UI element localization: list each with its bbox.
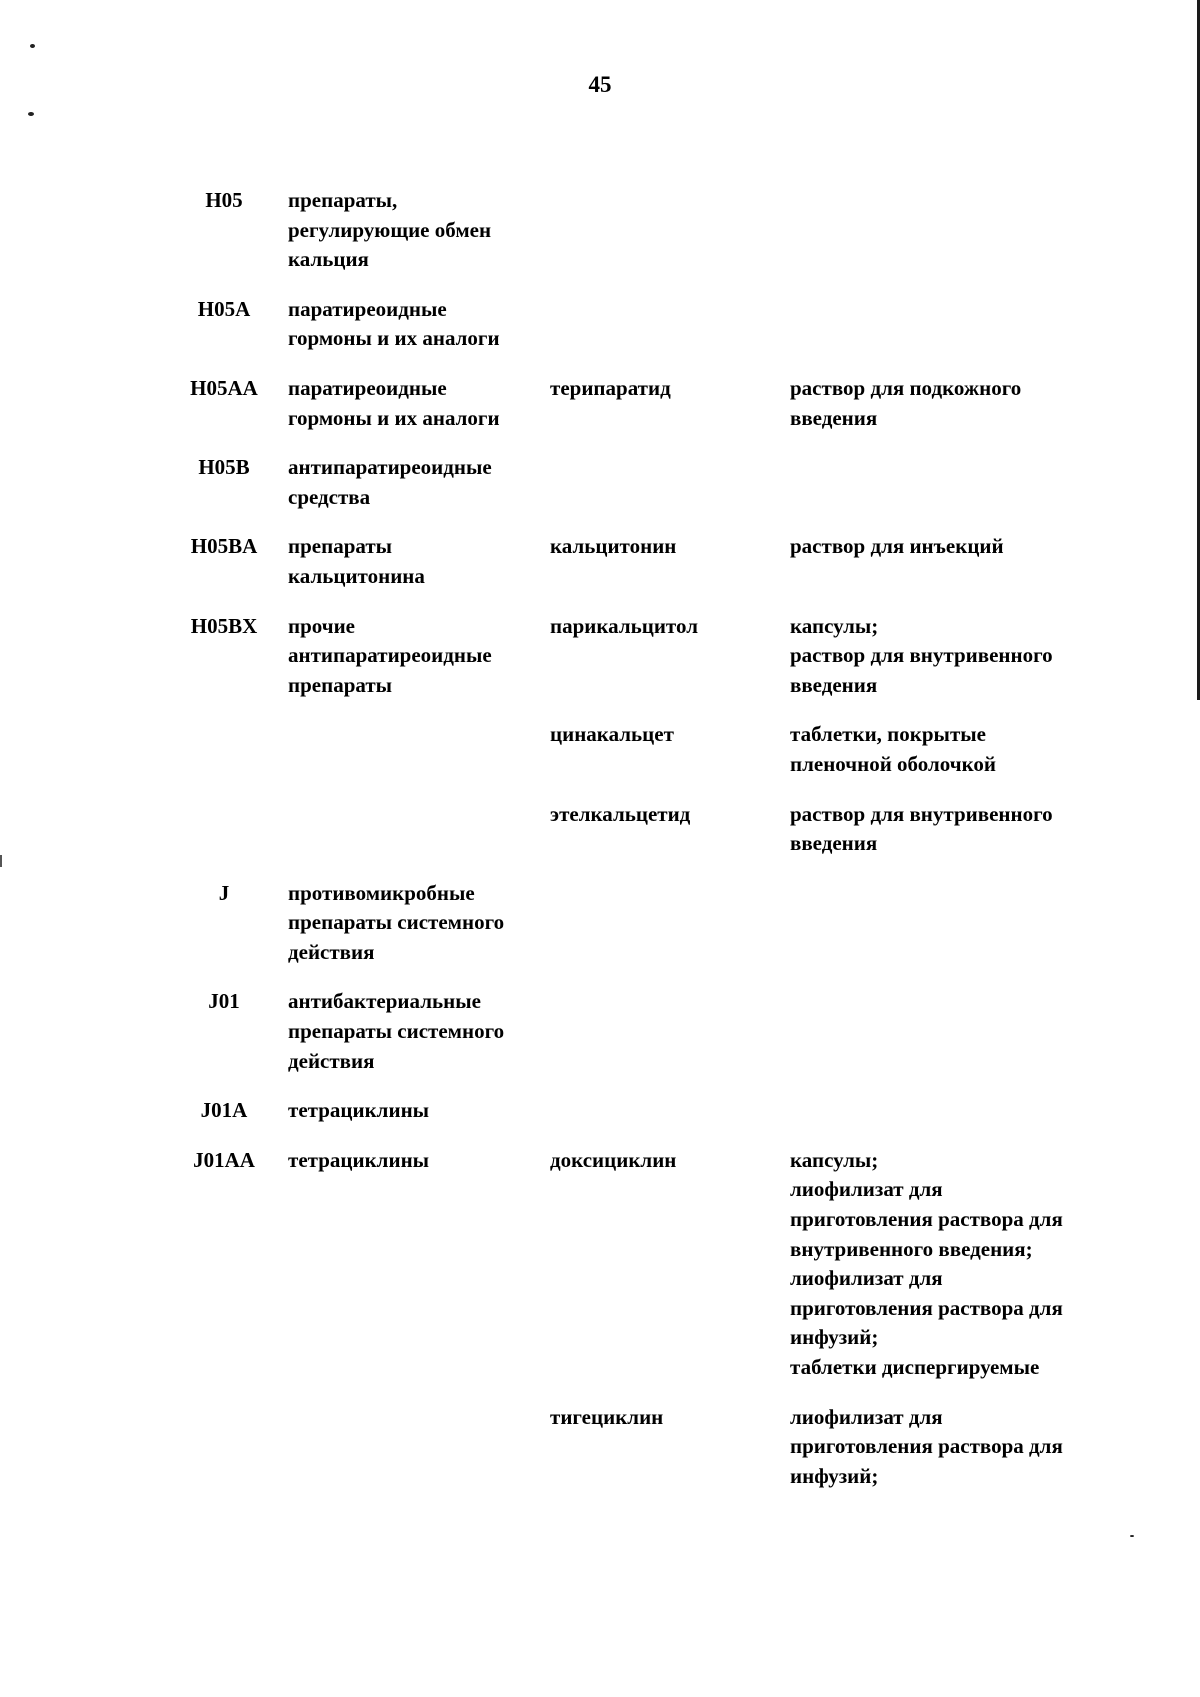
atc-code: H05 [205,188,243,212]
group-name: паратиреоидные гормоны и их аналоги [288,375,500,430]
group-name: тетрациклины [288,1098,430,1123]
active-substance: тигециклин [550,1404,664,1429]
group-name: антипаратиреоидные средства [288,455,492,509]
atc-code: J [218,880,230,905]
active-substance: терипаратид [550,375,671,400]
atc-code: J01A [200,1098,248,1123]
atc-code: H05BA [190,534,258,559]
atc-code: J01AA [193,1147,255,1172]
group-name: прочие антипаратиреоидные препараты [288,613,492,697]
table-row [160,1096,1120,1126]
drug-classification-table [160,186,1120,1511]
group-name: противомикробные препараты системного действия [288,880,505,964]
atc-code: H05A [197,296,251,321]
table-row [160,1403,1120,1492]
group-name: антибактериальные препараты системного действия [288,989,505,1073]
atc-code: H05B [198,455,250,480]
group-name: препараты, регулирующие обмен кальция [288,188,492,272]
table-row [160,800,1120,859]
dosage-form: капсулы; раствор для внутривенного введения [790,613,1053,697]
group-name: паратиреоидные гормоны и их аналоги [288,296,500,351]
atc-code: H05AA [190,375,258,400]
table-row [160,1146,1120,1383]
dosage-form: лиофилизат для приготовления раствора для инфузий; [790,1404,1063,1488]
dosage-form: раствор для подкожного введения [790,375,1022,430]
active-substance: парикальцитол [550,613,698,638]
group-name: препараты кальцитонина [288,534,425,588]
table-row [160,879,1120,968]
table-row [160,453,1120,512]
scan-edge-mark [0,855,2,867]
dosage-form: таблетки, покрытые пленочной оболочкой [790,722,997,776]
scan-speck [1130,1535,1134,1537]
dosage-form: раствор для инъекций [790,534,1004,559]
page-number: 45 [588,72,612,97]
dosage-form: капсулы; лиофилизат для приготовления раствора для внутривенного введения; лиофилизат для приготовления раствора для инфузий; таблетки диспергируемые [790,1147,1063,1379]
table-row [160,374,1120,433]
table-row [160,612,1120,701]
table-row [160,987,1120,1076]
scan-speck [28,112,34,116]
dosage-form: раствор для внутривенного введения [790,801,1053,856]
table-row [160,720,1120,779]
active-substance: цинакальцет [550,722,674,747]
active-substance: кальцитонин [550,534,677,559]
atc-code: H05BX [190,613,258,638]
atc-code: J01 [208,989,240,1014]
group-name: тетрациклины [288,1147,430,1172]
table-row [160,295,1120,354]
table-row [160,186,1120,275]
active-substance: этелкальцетид [550,801,691,826]
active-substance: доксициклин [550,1147,677,1172]
scan-speck [30,44,35,48]
table-row [160,532,1120,591]
